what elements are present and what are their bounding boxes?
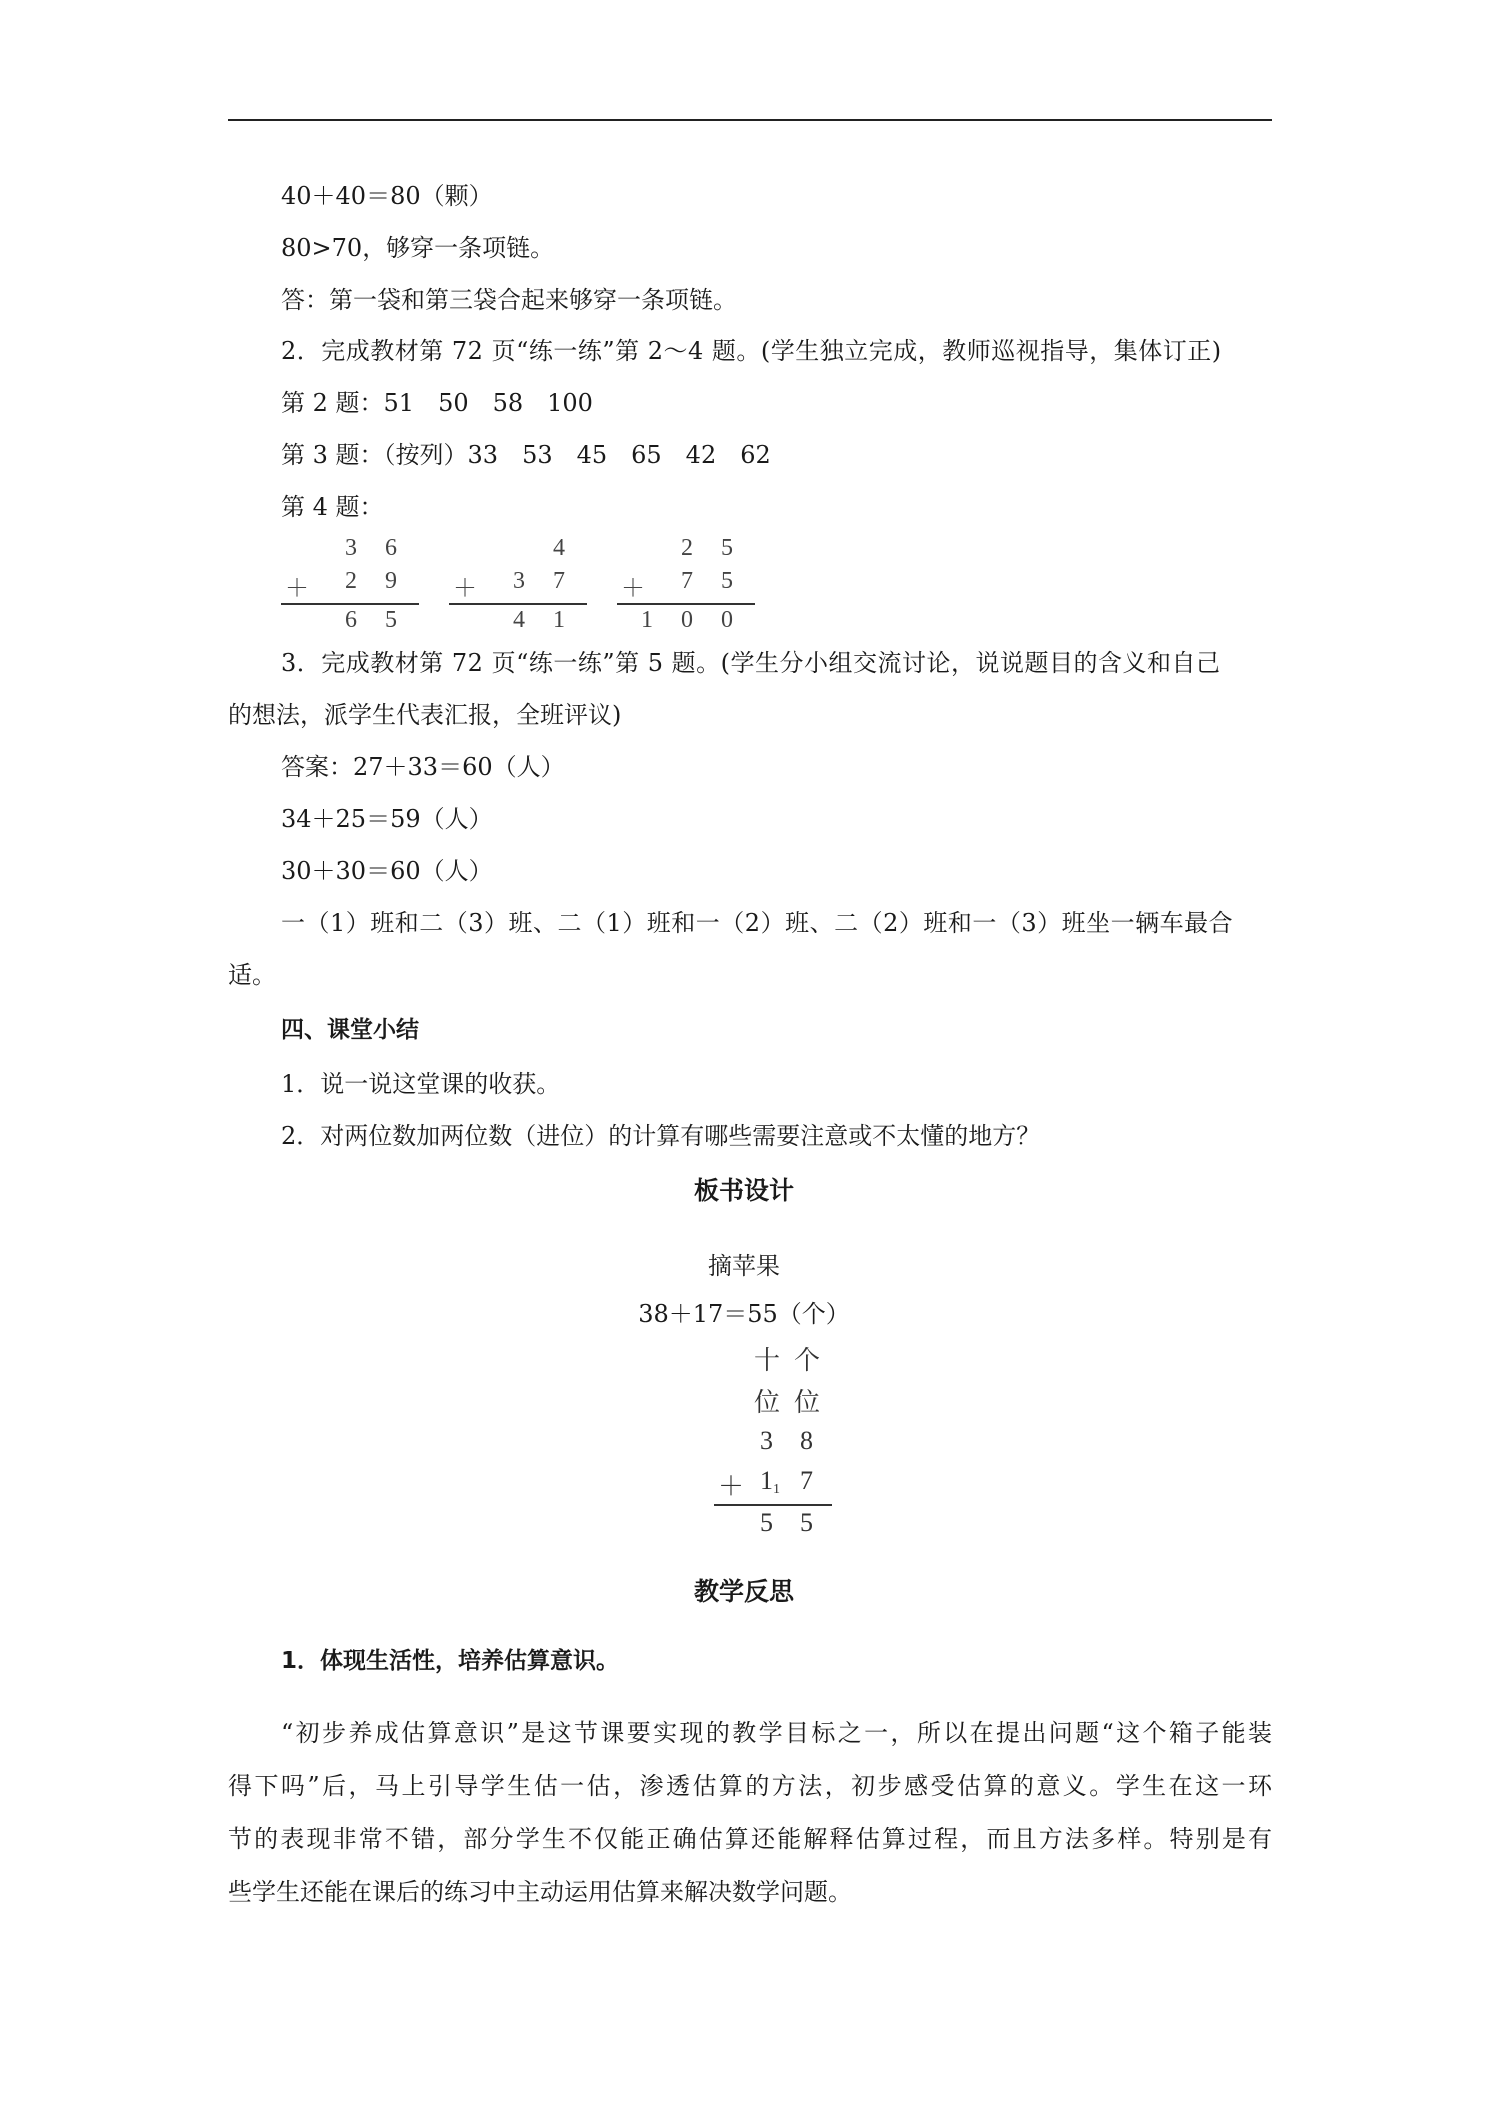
sum-rule: [281, 603, 419, 605]
text-line: 40＋40＝80（颗）: [281, 182, 493, 210]
plus-sign: ＋: [718, 1472, 745, 1501]
text-line: 答：第一袋和第三袋合起来够穿一条项链。: [281, 286, 737, 314]
place-tens-label: 十: [754, 1346, 781, 1375]
digit: 7: [553, 568, 565, 594]
place-wei-label: 位: [754, 1388, 781, 1417]
digit: 3: [513, 568, 525, 594]
digit: 9: [385, 568, 397, 594]
digit: 2: [681, 535, 693, 561]
digit: 1: [641, 607, 653, 633]
digit: 1: [553, 607, 565, 633]
digit: 0: [721, 607, 733, 633]
text-line: 30＋30＝60（人）: [281, 857, 493, 885]
digit: 3: [760, 1426, 773, 1455]
digit: 7: [681, 568, 693, 594]
place-ones-label: 个: [794, 1346, 821, 1375]
vertical-sum: [281, 535, 421, 640]
reflection-title: 教学反思: [693, 1577, 794, 1606]
digit: 6: [385, 535, 397, 561]
board-subtitle: 摘苹果: [708, 1252, 780, 1280]
text-line: 2．完成教材第 72 页“练一练”第 2～4 题。(学生独立完成，教师巡视指导，集体订正): [281, 337, 1222, 365]
board-title: 板书设计: [693, 1176, 794, 1205]
text-line: 的想法，派学生代表汇报，全班评议): [228, 701, 622, 729]
digit: 2: [345, 568, 357, 594]
digit: 1: [760, 1466, 773, 1495]
text-line: 第 4 题：: [281, 493, 384, 521]
section-heading: 四、课堂小结: [281, 1017, 419, 1043]
text-line: 80>70，够穿一条项链。: [281, 234, 555, 262]
reflection-line: 节的表现非常不错，部分学生不仅能正确估算还能解释估算过程，而且方法多样。特别是有: [228, 1825, 1272, 1853]
reflection-point: 1．体现生活性，培养估算意识。: [281, 1648, 620, 1674]
text-line: 一（1）班和二（3）班、二（1）班和一（2）班、二（2）班和一（3）班坐一辆车最合: [281, 909, 1234, 937]
sum-rule: [449, 603, 587, 605]
sum-rule: [714, 1504, 832, 1506]
digit: 7: [800, 1466, 813, 1495]
board-vertical-sum: [700, 1340, 860, 1550]
text-line: 第 2 题：51 50 58 100: [281, 389, 593, 417]
digit: 5: [721, 568, 733, 594]
text-line: 适。: [228, 961, 276, 989]
text-line: 答案：27＋33＝60（人）: [281, 753, 565, 781]
digit: 4: [553, 535, 565, 561]
digit: 5: [760, 1508, 773, 1537]
text-line: 1．说一说这堂课的收获。: [281, 1070, 561, 1098]
vertical-sum: [617, 535, 757, 640]
text-line: 3．完成教材第 72 页“练一练”第 5 题。(学生分小组交流讨论，说说题目的含义和自己: [281, 649, 1221, 677]
board-equation: 38＋17＝55（个）: [638, 1300, 850, 1328]
digit: 5: [721, 535, 733, 561]
digit: 3: [345, 535, 357, 561]
header-rule: [228, 119, 1272, 121]
reflection-line: 些学生还能在课后的练习中主动运用估算来解决数学问题。: [228, 1878, 852, 1906]
plus-sign: ＋: [285, 576, 309, 602]
digit: 0: [681, 607, 693, 633]
digit: 4: [513, 607, 525, 633]
digit: 5: [800, 1508, 813, 1537]
sum-rule: [617, 603, 755, 605]
place-wei-label: 位: [794, 1388, 821, 1417]
text-line: 34＋25＝59（人）: [281, 805, 493, 833]
reflection-line: 得下吗”后，马上引导学生估一估，渗透估算的方法，初步感受估算的意义。学生在这一环: [228, 1772, 1272, 1800]
digit: 6: [345, 607, 357, 633]
digit: 5: [385, 607, 397, 633]
text-line: 第 3 题：（按列）33 53 45 65 42 62: [281, 441, 771, 469]
digit: 8: [800, 1426, 813, 1455]
reflection-line: “初步养成估算意识”是这节课要实现的教学目标之一，所以在提出问题“这个箱子能装: [281, 1719, 1272, 1747]
vertical-sum: [449, 535, 589, 640]
carry-mark: 1: [773, 1482, 780, 1497]
text-line: 2．对两位数加两位数（进位）的计算有哪些需要注意或不太懂的地方？: [281, 1122, 1041, 1150]
plus-sign: ＋: [453, 576, 477, 602]
plus-sign: ＋: [621, 576, 645, 602]
